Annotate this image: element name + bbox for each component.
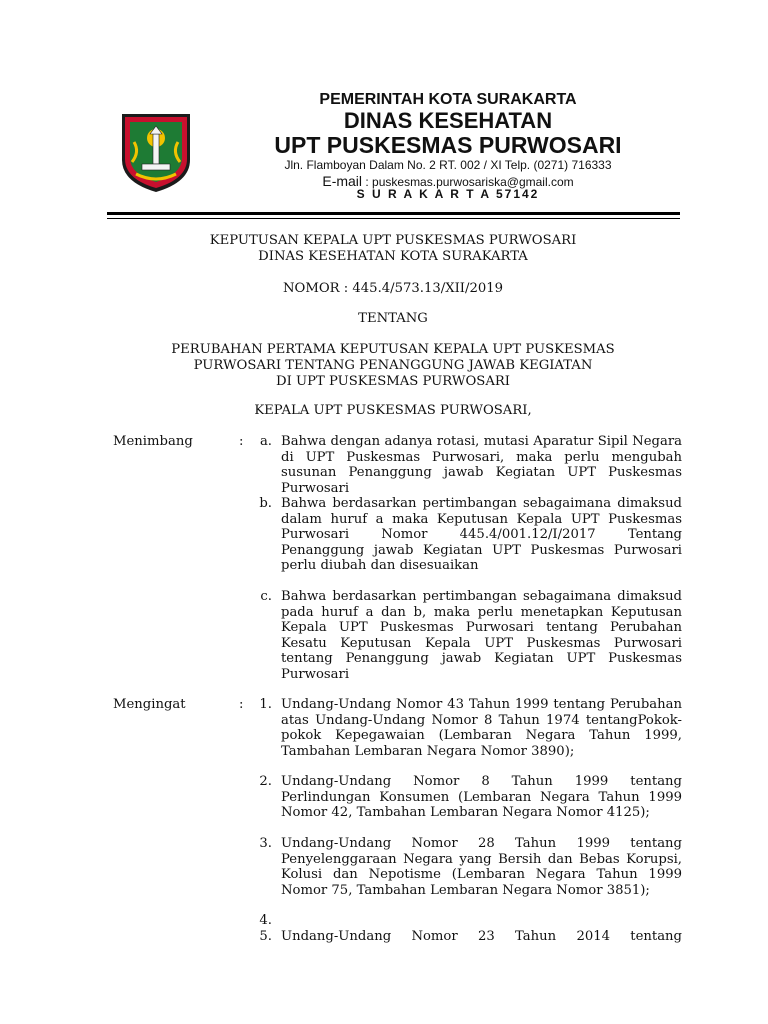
- mengingat-item-mark: 4.: [259, 913, 272, 928]
- menimbang-item-text: Bahwa berdasarkan pertimbangan sebagaimana dimaksud pada huruf a dan b, maka perlu menetapkan Keputusan Kepala UPT Puskesmas Purwosari tentang Perubahan Kesatu Keputusan Kepala UPT Puskesmas Purwosari tentang Penanggung jawab Kegiatan UPT Puskesmas Purwosari: [281, 589, 682, 682]
- mengingat-item-mark: 5.: [259, 929, 272, 944]
- letterhead-unit: UPT PUSKESMAS PURWOSARI: [274, 132, 622, 158]
- letterhead-department: DINAS KESEHATAN: [343, 108, 553, 133]
- menimbang-item-text: Bahwa berdasarkan pertimbangan sebagaimana dimaksud dalam huruf a maka Keputusan Kepala UPT Puskesmas Purwosari Nomor 445.4/001.12/I/2017 Tentang Penanggung jawab Kegiatan UPT Puskesmas Purwosari perlu diubah dan disesuaikan: [281, 496, 682, 573]
- mengingat-item-text: Undang-Undang Nomor 23 Tahun 2014 tentang: [281, 929, 682, 944]
- email-address: : puskesmas.purwosariska@gmail.com: [365, 175, 574, 189]
- menimbang-item-mark: a.: [259, 434, 272, 449]
- menimbang-item-text: Bahwa dengan adanya rotasi, mutasi Aparatur Sipil Negara di UPT Puskesmas Purwosari, maka perlu mengubah susunan Penanggung jawab Kegiatan UPT Puskesmas Purwosari: [281, 434, 682, 496]
- decree-subject-line: PURWOSARI TENTANG PENANGGUNG JAWAB KEGIATAN: [193, 358, 593, 373]
- letterhead-city: S U R A K A R T A 57142: [356, 187, 540, 201]
- menimbang-colon: :: [239, 434, 244, 449]
- decree-subject: [100, 342, 686, 390]
- mengingat-item-text: Undang-Undang Nomor 8 Tahun 1999 tentang Perlindungan Konsumen (Lembaran Negara Tahun 1999 Nomor 42, Tambahan Lembaran Negara Nomor 4125);: [281, 774, 682, 820]
- decree-subject-line: DI UPT PUSKESMAS PURWOSARI: [276, 374, 510, 389]
- decree-title: [100, 233, 686, 265]
- mengingat-label: Mengingat: [113, 697, 186, 712]
- mengingat-item-mark: 2.: [259, 774, 272, 789]
- letterhead-divider-thick: [107, 212, 680, 215]
- decree-title-line: DINAS KESEHATAN KOTA SURAKARTA: [258, 249, 528, 264]
- decree-issuer: KEPALA UPT PUSKESMAS PURWOSARI,: [254, 403, 532, 418]
- letterhead-government: PEMERINTAH KOTA SURAKARTA: [319, 91, 577, 108]
- mengingat-item-text: Undang-Undang Nomor 28 Tahun 1999 tentang Penyelenggaraan Negara yang Bersih dan Bebas Korupsi, Kolusi dan Nepotisme (Lembaran Negara Tahun 1999 Nomor 75, Tambahan Lembaran Negara Nomor 3851);: [281, 836, 682, 898]
- decree-subject-line: PERUBAHAN PERTAMA KEPUTUSAN KEPALA UPT PUSKESMAS: [171, 342, 615, 357]
- menimbang-item-mark: c.: [260, 589, 272, 604]
- menimbang-item-mark: b.: [259, 496, 272, 511]
- letterhead-address: Jln. Flamboyan Dalam No. 2 RT. 002 / XI Telp. (0271) 716333: [284, 158, 612, 172]
- mengingat-item-mark: 3.: [259, 836, 272, 851]
- mengingat-colon: :: [239, 697, 244, 712]
- email-label: E-mail: [322, 173, 363, 189]
- mengingat-item-text: Undang-Undang Nomor 43 Tahun 1999 tentang Perubahan atas Undang-Undang Nomor 8 Tahun 1974 tentangPokok-pokok Kepegawaian (Lembaran Negara Tahun 1999, Tambahan Lembaran Negara Nomor 3890);: [281, 697, 682, 759]
- city-emblem-logo: [120, 112, 192, 194]
- mengingat-item-mark: 1.: [259, 697, 272, 712]
- decree-title-line: KEPUTUSAN KEPALA UPT PUSKESMAS PURWOSARI: [209, 233, 577, 248]
- letterhead-divider-thin: [107, 218, 680, 219]
- decree-tentang: TENTANG: [358, 311, 428, 326]
- decree-number: NOMOR : 445.4/573.13/XII/2019: [282, 281, 503, 296]
- menimbang-label: Menimbang: [113, 434, 193, 449]
